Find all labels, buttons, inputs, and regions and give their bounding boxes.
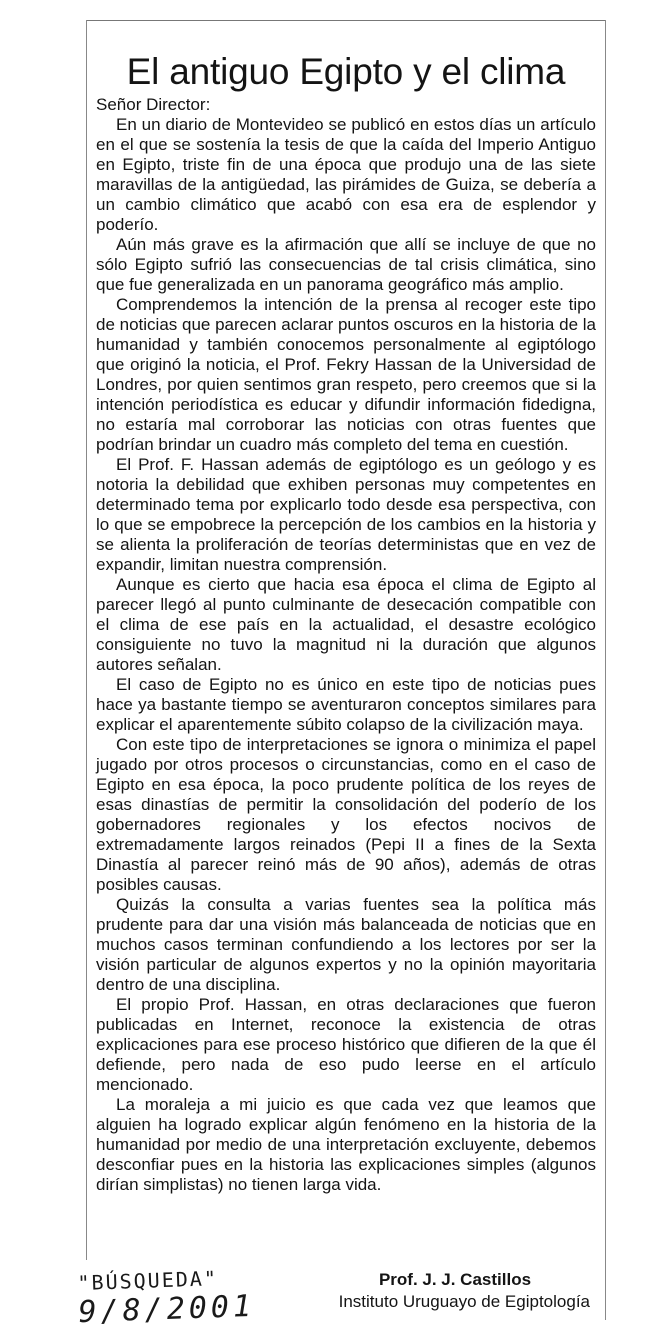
paragraph-3: Comprendemos la intención de la prensa al recoger este tipo de noticias que parecen aclarar puntos oscuros en la historia de la humanidad y también conocemos personalmente al egiptólogo que originó la noticia, el Prof. Fekry Hassan de la Universidad de Londres, por quien sentimos gran respeto, pero creemos que si la intención periodística es educar y difundir información fidedigna, no estaría mal corroborar las noticias con otras fuentes que podrían brindar un cuadro más completo del tema en cuestión.: [96, 295, 596, 454]
paragraph-6: El caso de Egipto no es único en este tipo de noticias pues hace ya bastante tiempo se aventuraron conceptos similares para explicar el aparentemente súbito colapso de la civilización maya.: [96, 675, 596, 734]
paragraph-10: La moraleja a mi juicio es que cada vez que leamos que alguien ha logrado explicar algún fenómeno en la historia de la humanidad por medio de una interpretación excluyente, debemos desconfiar pues en la historia las explicaciones simples (algunos dirían simplistas) no tienen larga vida.: [96, 1095, 596, 1194]
paragraph-5: Aunque es cierto que hacia esa época el clima de Egipto al parecer llegó al punto culminante de desecación compatible con el clima de ese país en la actualidad, el desastre ecológico consiguiente no tuvo la magnitud ni la duración que algunos autores señalan.: [96, 575, 596, 674]
paragraph-4: El Prof. F. Hassan además de egiptólogo es un geólogo y es notoria la debilidad que exhiben personas muy competentes en determinado tema por explicarlo todo desde esa perspectiva, con lo que se empobrece la percepción de los cambios en la historia y se alienta la proliferación de teorías deterministas que en vez de expandir, limitan nuestra comprensión.: [96, 455, 596, 574]
top-rule: [86, 20, 606, 21]
handwritten-source-note: [77, 1262, 256, 1331]
author-institution: Instituto Uruguayo de Egiptología: [338, 1292, 590, 1311]
handwritten-date: 9/8/2001: [77, 1288, 256, 1331]
paragraph-9: El propio Prof. Hassan, en otras declaraciones que fueron publicadas en Internet, reconoce la existencia de otras explicaciones para ese proceso histórico que difieren de la que él defiende, pero nada de eso pudo leerse en el artículo mencionado.: [96, 995, 596, 1094]
letter-body: [96, 95, 596, 1195]
paragraph-2: Aún más grave es la afirmación que allí se incluye de que no sólo Egipto sufrió las consecuencias de tal crisis climática, sino que fue generalizada en un panorama geográfico más amplio.: [96, 235, 596, 294]
salutation: Señor Director:: [96, 95, 211, 114]
right-column-rule: [605, 20, 606, 1320]
paragraph-1: En un diario de Montevideo se publicó en estos días un artículo en el que se sostenía la tesis de que la caída del Imperio Antiguo en Egipto, triste fin de una época que produjo una de las siete maravillas de la antigüedad, las pirámides de Guiza, se debería a un cambio climático que acabó con esa era de esplendor y poderío.: [96, 115, 596, 234]
handwritten-publication: "BÚSQUEDA": [77, 1266, 219, 1296]
author-name: Prof. J. J. Castillos: [378, 1270, 532, 1289]
left-column-rule: [86, 20, 87, 1260]
signature-block: [300, 1269, 590, 1313]
paragraph-8: Quizás la consulta a varias fuentes sea la política más prudente para dar una visión más balanceada de noticias que en muchos casos terminan confundiendo a los lectores por ser la visión particular de algunos expertos y no la opinión mayoritaria dentro de una disciplina.: [96, 895, 596, 994]
paragraph-7: Con este tipo de interpretaciones se ignora o minimiza el papel jugado por otros procesos o circunstancias, como en el caso de Egipto en esa época, la poco prudente política de los reyes de esas dinastías de permitir la consolidación del poderío de los gobernadores regionales y los efectos nocivos de extremadamente largos reinados (Pepi II a fines de la Sexta Dinastía al parecer reinó más de 90 años), además de otras posibles causas.: [96, 735, 596, 894]
article-title: El antiguo Egipto y el clima: [126, 51, 566, 92]
